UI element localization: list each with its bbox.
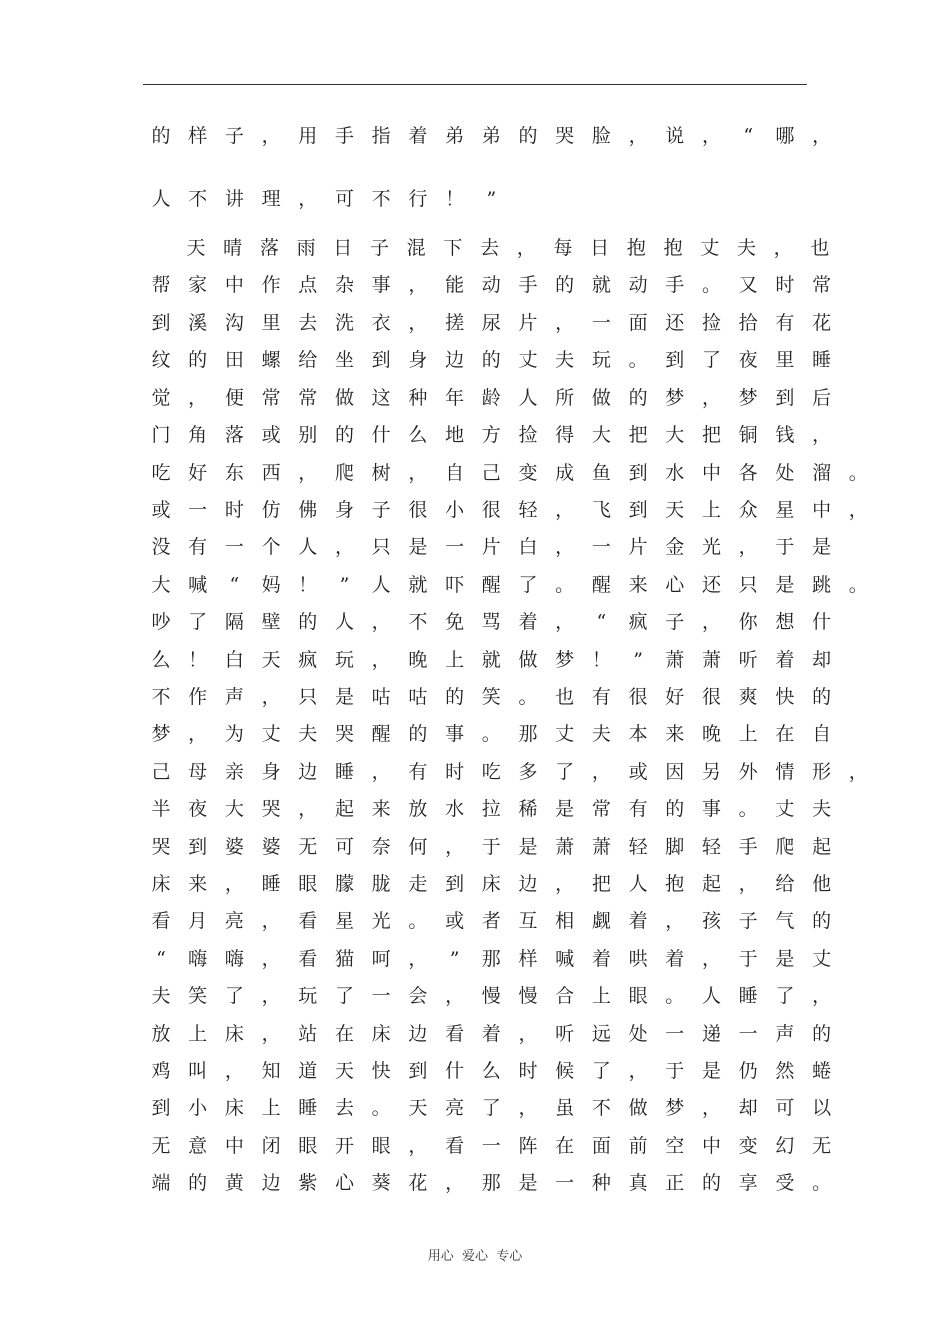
page-footer: 用心 爱心 专心 xyxy=(427,1249,523,1264)
header-rule xyxy=(143,84,807,85)
